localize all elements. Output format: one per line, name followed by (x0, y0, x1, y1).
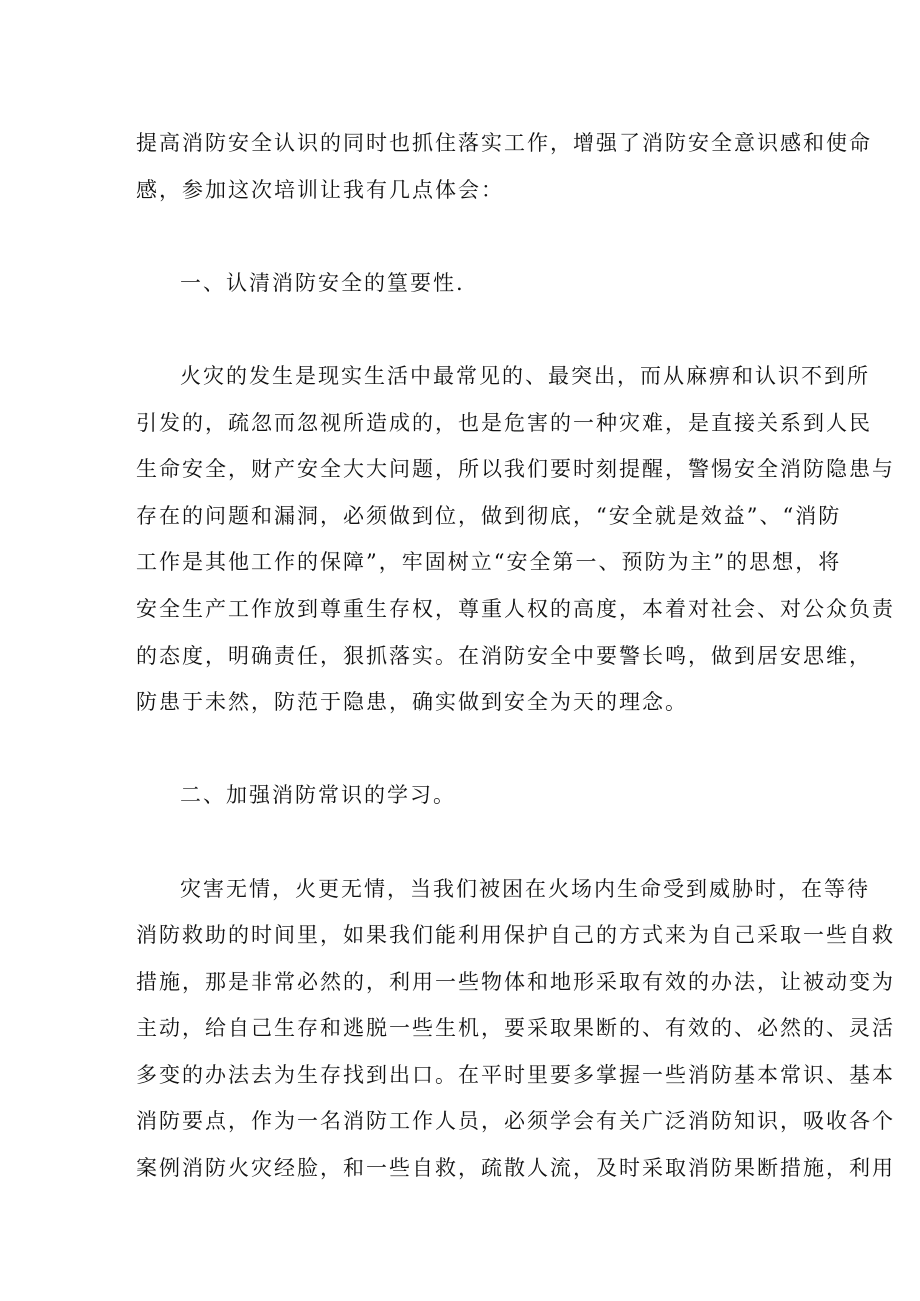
paragraph-gap (136, 306, 786, 353)
text-line: 消防要点，作为一名消防工作人员，必须学会有关广泛消防知识，吸收各个 (136, 1109, 895, 1134)
section-heading-2 (136, 772, 786, 819)
section-heading-1 (136, 260, 786, 307)
text-line: 主动，给自己生存和逃脱一些生机，要采取果断的、有效的、必然的、灵活 (136, 1016, 895, 1041)
paragraph-gap (136, 726, 786, 773)
intro-paragraph (136, 120, 872, 213)
text-line: 灾害无情，火更无情，当我们被困在火场内生命受到威胁时，在等待 (180, 876, 870, 901)
text-line: 安全生产工作放到尊重生存权，尊重人权的高度，本着对社会、对公众负责 (136, 596, 895, 621)
text-line: 案例消防火灾经脸，和一些自救，疏散人流，及时采取消防果断措施，利用 (136, 1156, 895, 1181)
section-heading-text: 二、加强消防常识的学习。 (180, 783, 456, 808)
text-line: 火灾的发生是现实生活中最常见的、最突出，而从麻痹和认识不到所 (180, 363, 870, 388)
text-line: 消防救助的时间里，如果我们能利用保护自己的方式来为自己采取一些自救 (136, 923, 895, 948)
text-line: 引发的，疏忽而忽视所造成的，也是危害的一种灾难，是直接关系到人民 (136, 410, 872, 435)
paragraph-gap (136, 819, 786, 866)
text-line: 防患于未然，防范于隐患，确实做到安全为天的理念。 (136, 690, 688, 715)
text-line: 措施，那是非常必然的，利用一些物体和地形采取有效的办法，让被动变为 (136, 969, 895, 994)
section-heading-text: 一、认清消防安全的篁要性. (180, 270, 465, 295)
section-2-body (136, 866, 895, 1192)
text-line: 工作是其他工作的保障”，牢固树立“安全第一、预防为主”的思想，将 (136, 550, 842, 575)
section-1-body (136, 353, 895, 726)
text-line: 生命安全，财产安全大大问题，所以我们要时刻提醒，警惕安全消防隐患与 (136, 457, 895, 482)
text-line: 感，参加这次培训让我有几点体会： (136, 177, 504, 202)
text-line: 提高消防安全认识的同时也抓住落实工作，增强了消防安全意识感和使命 (136, 131, 872, 155)
text-line: 多变的办法去为生存找到出口。在平时里要多掌握一些消防基本常识、基本 (136, 1062, 895, 1087)
paragraph-gap (136, 213, 786, 260)
text-line: 的态度，明确责任，狠抓落实。在消防安全中要警长鸣，做到居安思维， (136, 643, 872, 668)
text-line: 存在的问题和漏洞，必须做到位，做到彻底，“安全就是效益”、“消防 (136, 503, 842, 528)
